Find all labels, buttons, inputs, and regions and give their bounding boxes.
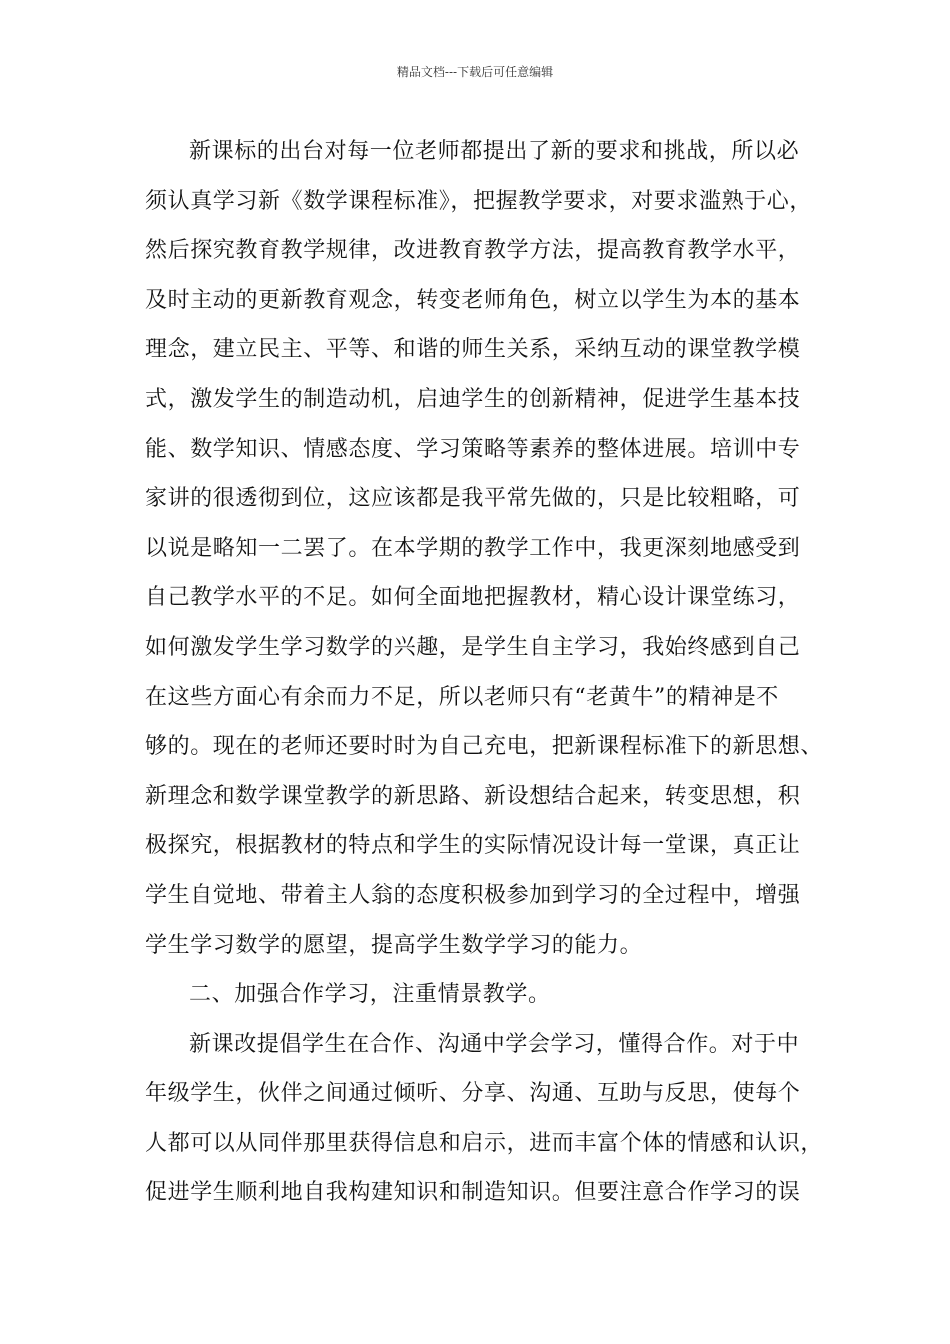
paragraph-line: 年级学生，伙伴之间通过倾听、分享、沟通、互助与反思，使每个: [145, 1081, 801, 1107]
section-heading: 二、加强合作学习，注重情景教学。: [189, 982, 551, 1008]
paragraph-line: 促进学生顺利地自我构建知识和制造知识。但要注意合作学习的误: [145, 1180, 801, 1206]
paragraph-line: 学生自觉地、带着主人翁的态度积极参加到学习的全过程中，增强: [145, 882, 801, 908]
paragraph-line: 及时主动的更新教育观念，转变老师角色，树立以学生为本的基本: [145, 287, 801, 313]
paragraph-line: 家讲的很透彻到位，这应该都是我平常先做的，只是比较粗略，可: [145, 486, 801, 512]
body-text: [145, 135, 835, 1226]
paragraph-line: 新理念和数学课堂教学的新思路、新设想结合起来，转变思想，积: [145, 783, 801, 809]
paragraph-line: 极探究，根据教材的特点和学生的实际情况设计每一堂课，真正让: [145, 833, 801, 859]
paragraph-line: 理念，建立民主、平等、和谐的师生关系，采纳互动的课堂教学模: [145, 337, 801, 363]
paragraph-line: 自己教学水平的不足。如何全面地把握教材，精心设计课堂练习，: [145, 585, 801, 611]
paragraph-line: 式，激发学生的制造动机，启迪学生的创新精神，促进学生基本技: [145, 386, 801, 412]
paragraph-line: 以说是略知一二罢了。在本学期的教学工作中，我更深刻地感受到: [145, 535, 801, 561]
paragraph-line: 如何激发学生学习数学的兴趣，是学生自主学习，我始终感到自己: [145, 634, 801, 660]
paragraph-line: 学生学习数学的愿望，提高学生数学学习的能力。: [145, 932, 643, 958]
paragraph-line: 在这些方面心有余而力不足，所以老师只有“老黄牛”的精神是不: [145, 684, 779, 710]
paragraph-line: 新课改提倡学生在合作、沟通中学会学习，懂得合作。对于中: [189, 1031, 800, 1057]
paragraph-line: 然后探究教育教学规律，改进教育教学方法，提高教育教学水平，: [145, 238, 801, 264]
page-header: 精品文档---下载后可任意编辑: [396, 65, 554, 79]
paragraph-line: 够的。现在的老师还要时时为自己充电，把新课程标准下的新思想、: [145, 734, 824, 760]
paragraph-line: 须认真学习新《数学课程标准》，把握教学要求，对要求滥熟于心，: [145, 188, 813, 214]
paragraph-line: 能、数学知识、情感态度、学习策略等素养的整体进展。培训中专: [145, 436, 801, 462]
paragraph-line: 人都可以从同伴那里获得信息和启示，进而丰富个体的情感和认识，: [145, 1130, 824, 1156]
paragraph-line: 新课标的出台对每一位老师都提出了新的要求和挑战，所以必: [189, 139, 800, 164]
